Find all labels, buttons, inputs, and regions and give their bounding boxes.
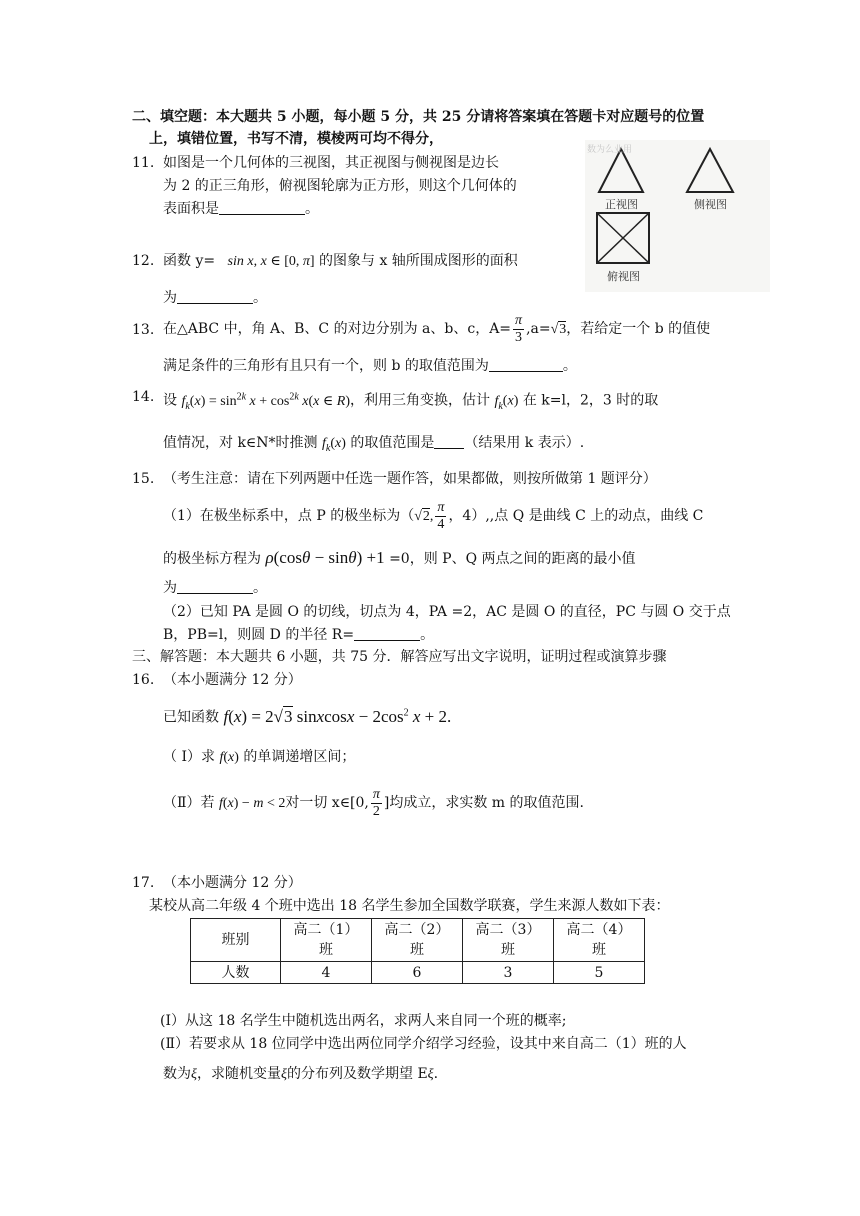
table-row — [191, 919, 645, 962]
q17-text-p2e: . — [433, 1066, 439, 1082]
q12-line1 — [163, 251, 518, 272]
q15-text-p1c: 的极坐标方程为 — [163, 551, 261, 567]
q16-text-given: 已知函数 — [163, 709, 219, 726]
q15-text-p1a: （1）在极坐标系中，点 P 的极坐标为（ — [163, 508, 415, 524]
q17-text-p2b: 数为 — [163, 1066, 191, 1082]
q15-part1-line2 — [163, 548, 636, 569]
xi-symbol: ξ — [191, 1067, 197, 1082]
side-view-triangle — [687, 149, 733, 192]
q17-part2-line1: (Ⅱ）若要求从 18 位同学中选出两位同学介绍学习经验，设其中来自高二（1）班的人 — [160, 1036, 687, 1052]
table-cell-class: 高二（2） 班 — [372, 919, 463, 962]
table-cell-count: 6 — [372, 962, 463, 984]
table-cell-class: 高二（3） 班 — [463, 919, 554, 962]
q14-fk: $f_k(x)$ — [322, 436, 346, 454]
q16-text-p1b: 的单调递增区间； — [243, 749, 356, 765]
q14-text-e: 的取值范围是 — [350, 435, 435, 451]
q15-polar-equation: ρ(cosθ − sinθ) +1 — [265, 548, 385, 567]
q13-sqrt3: √3 — [550, 322, 567, 337]
q16-function: f(x) = 2√3 sinxcosx − $2\cos^2$ x + 2. — [223, 706, 452, 726]
q14-text-b: ，利用三角变换，估计 — [350, 392, 490, 409]
front-view-label: 正视图 — [605, 198, 638, 211]
q13-end: 。 — [562, 358, 577, 374]
q16-inequality: f(x) − m < 2 — [218, 796, 286, 811]
q16-fraction-pi-over-2: $\frac{\pi}{2}$ — [372, 786, 380, 819]
q17-number: 17. — [132, 875, 155, 891]
answer-blank — [354, 626, 420, 641]
q14-line2 — [163, 433, 584, 459]
q14-text-f: （结果用 k 表示）. — [464, 435, 585, 451]
q15-text-p2b: B，PB=l，则圆 D 的半径 R= — [163, 627, 355, 643]
q13-text-l2: 满足条件的三角形有且只有一个，则 b 的取值范围为 — [163, 358, 489, 374]
answer-blank — [219, 200, 305, 215]
xi-symbol: ξ — [281, 1067, 287, 1082]
q16-text-p1a: （ I）求 — [163, 749, 215, 765]
table-cell-header: 班别 — [191, 919, 281, 962]
q13-fraction-pi-over-3: $\frac{\pi}{3}$ — [515, 312, 523, 345]
side-view-label: 侧视图 — [694, 198, 727, 211]
q12-formula: sin x, x ∈ [0, π] — [227, 254, 315, 269]
q16-text-p2a: （Ⅱ）若 — [163, 795, 215, 811]
q11-line2: 为 2 的正三角形，俯视图轮廓为正方形，则这个几何体的 — [163, 178, 517, 194]
section-2-heading-line1: 二、填空题：本大题共 5 小题，每小题 5 分，共 25 分请将答案填在答题卡对应题号的位置 — [132, 109, 705, 125]
q16-number: 16. — [132, 672, 155, 688]
q15-text-p1e: 为 — [163, 580, 177, 596]
top-view-label: 俯视图 — [607, 270, 640, 283]
q13-number: 13. — [132, 322, 155, 338]
q14-text-a: 设 — [163, 392, 177, 409]
q15-polar-point: √2, $\frac{\pi}{4}$ — [414, 500, 445, 533]
q13-text-a: 在△ABC 中，角 A、B、C 的对边分别为 a、b、c，A= — [163, 321, 512, 337]
q15-part2-line2 — [163, 625, 434, 645]
q15-text-p1b: ，4）,,点 Q 是曲线 C 上的动点，曲线 C — [448, 508, 704, 524]
q15-part2-line1: （2）已知 PA 是圆 O 的切线，切点为 4，PA =2，AC 是圆 O 的直径，PC 与圆 O 交于点 — [163, 604, 731, 620]
q17-text-p2d: 的分布列及数学期望 E — [287, 1066, 428, 1082]
q12-end: 。 — [253, 290, 267, 306]
table-cell-count: 3 — [463, 962, 554, 984]
q15-part1-line1 — [163, 494, 703, 539]
q16-given — [163, 703, 451, 728]
q16-part2 — [163, 781, 584, 826]
q13-line1 — [163, 307, 710, 352]
q12-text-b: 的图象与 x 轴所围成图形的面积 — [319, 253, 518, 269]
q12-line2 — [163, 288, 267, 308]
q11-number: 11. — [132, 155, 155, 171]
q17-part2-line2 — [163, 1064, 438, 1085]
q15-text-p1d: =0，则 P、Q 两点之间的距离的最小值 — [389, 551, 636, 567]
q12-text-a: 函数 y= — [163, 253, 216, 269]
table-cell-count: 5 — [554, 962, 645, 984]
section-3-heading: 三、解答题：本大题共 6 小题，共 75 分．解答应写出文字说明，证明过程或演算步骤 — [132, 649, 667, 665]
q15-part1-line3 — [163, 578, 267, 598]
q17-part1: (I）从这 18 名学生中随机选出两名，求两人来自同一个班的概率; — [160, 1013, 567, 1029]
xi-symbol: ξ — [427, 1067, 434, 1082]
answer-blank — [177, 579, 253, 594]
q16-fx: f(x) — [219, 750, 239, 765]
q15-intro: （考生注意：请在下列两题中任选一题作答，如果都做，则按所做第 1 题评分） — [163, 471, 657, 487]
table-row — [191, 962, 645, 984]
front-view-triangle — [599, 149, 643, 192]
q14-number: 14. — [132, 389, 155, 405]
q11-line1: 如图是一个几何体的三视图，其正视图与侧视图是边长 — [163, 155, 499, 171]
table-cell-count: 4 — [281, 962, 372, 984]
q17-text-p2c: ，求随机变量 — [197, 1066, 281, 1082]
q14-text-d: 值情况，对 k∈N*时推测 — [163, 435, 318, 451]
q13-line2 — [163, 356, 577, 376]
q12-text-c: 为 — [163, 290, 177, 306]
section-2-heading-line2: 上，填错位置，书写不清，模棱两可均不得分， — [149, 131, 443, 147]
q13-text-c: ，若给定一个 b 的值使 — [566, 321, 711, 337]
q16-text-p2b: 对一切 x∈[0, — [285, 795, 369, 811]
q15-number: 15. — [132, 471, 155, 487]
answer-blank — [489, 357, 563, 372]
q15-end2: 。 — [420, 627, 435, 643]
q12-number: 12. — [132, 253, 155, 269]
q16-part1 — [163, 747, 355, 768]
q14-line1 — [163, 387, 658, 416]
q11-line3 — [163, 199, 319, 219]
q17-score: （本小题满分 12 分） — [163, 875, 302, 891]
q11-end: 。 — [305, 201, 319, 217]
faint-watermark-text: 数为么业用 — [587, 145, 633, 155]
q16-text-p2c: ]均成立，求实数 m 的取值范围. — [383, 795, 584, 811]
table-cell-class: 高二（4） 班 — [554, 919, 645, 962]
q13-text-b: ,a= — [526, 321, 551, 337]
q17-intro: 某校从高二年级 4 个班中选出 18 名学生参加全国数学联赛，学生来源人数如下表： — [149, 898, 670, 914]
q14-fk: $f_k(x)$ — [494, 393, 519, 412]
table-cell-header: 人数 — [191, 962, 281, 984]
q15-end1: 。 — [253, 580, 267, 596]
answer-blank — [177, 289, 253, 304]
table-cell-class: 高二（1） 班 — [281, 919, 372, 962]
q14-text-c: 在 k=l，2，3 时的取 — [522, 392, 659, 409]
q11-text: 表面积是 — [163, 201, 219, 217]
answer-blank — [434, 434, 464, 449]
three-views-figure — [585, 140, 770, 292]
q16-score: （本小题满分 12 分） — [163, 672, 302, 688]
q14-formula: $f_k(x) = \sin^{2k} x + \cos^{2k} x(x$ ∈ R) — [181, 391, 350, 412]
class-count-table — [190, 918, 645, 984]
